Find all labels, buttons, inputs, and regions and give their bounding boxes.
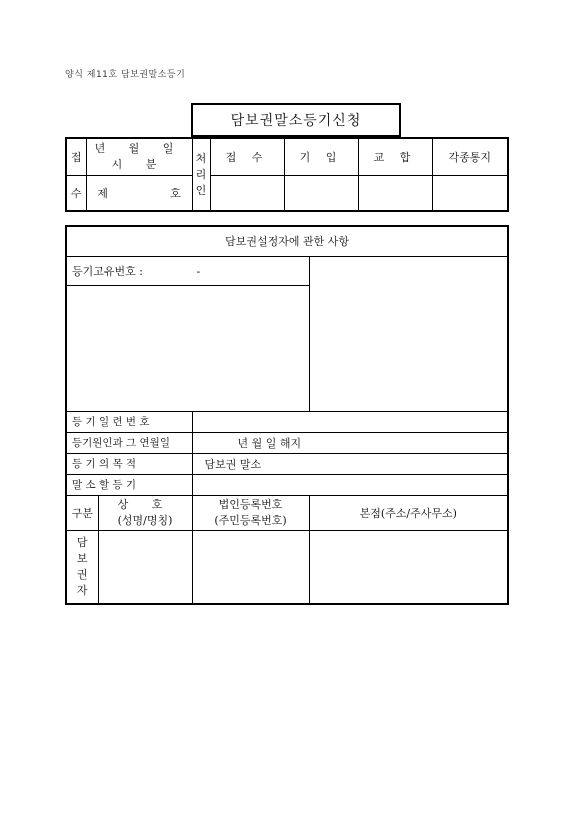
holder-char-1: 담 — [76, 535, 88, 549]
holder-corp-line-2: (주민등록번호) — [214, 513, 287, 527]
receipt-number-cell — [86, 175, 192, 211]
section-header: 담보권설정자에 관한 사항 — [66, 226, 508, 256]
registration-blank-right — [309, 256, 508, 411]
application-table — [65, 225, 509, 605]
holder-hq-input[interactable] — [309, 530, 508, 604]
notice-input[interactable] — [432, 175, 508, 211]
form-number-label: 양식 제11호 담보권말소등기 — [65, 70, 186, 80]
registration-id-cell[interactable] — [66, 256, 309, 285]
receipt-su-text: 수 — [70, 186, 82, 200]
purpose-value[interactable]: 담보권 말소 — [192, 453, 508, 474]
header-giip: 기 입 — [284, 138, 358, 175]
processor-cell — [192, 138, 210, 211]
registration-id-value: - — [196, 264, 201, 278]
header-notice: 각종통지 — [432, 138, 508, 175]
processor-char-2: 리 — [195, 167, 207, 181]
registration-id-label: 등기고유번호 : — [72, 264, 143, 278]
receipt-datetime-cell — [86, 138, 192, 175]
cause-date-value[interactable]: 년 월 일 해지 — [192, 432, 508, 453]
receipt-su-cell — [66, 175, 86, 211]
purpose-label: 등 기 의 목 적 — [66, 453, 192, 474]
header-gyohap: 교 합 — [358, 138, 432, 175]
receipt-je: 제 — [97, 186, 108, 200]
holder-gubun-header: 구분 — [66, 495, 98, 530]
receipt-time-line: 시 분 — [111, 157, 167, 171]
cause-date-label: 등기원인과 그 연월일 — [66, 432, 192, 453]
holder-char-3: 권 — [76, 567, 88, 581]
serial-number-label: 등 기 일 련 번 호 — [66, 411, 192, 432]
setter-details-area[interactable] — [66, 285, 309, 411]
serial-number-input[interactable] — [192, 411, 508, 432]
holder-label-vertical — [66, 530, 98, 604]
receipt-jeop-cell — [66, 138, 86, 175]
holder-corp-number-header — [192, 495, 309, 530]
holder-char-4: 자 — [76, 583, 88, 597]
holder-char-2: 보 — [76, 551, 88, 565]
giip-input[interactable] — [284, 175, 358, 211]
cancel-registration-label: 말 소 할 등 기 — [66, 474, 192, 495]
holder-hq-header: 본점(주소/주사무소) — [309, 495, 508, 530]
holder-corp-line-1: 법인등록번호 — [218, 497, 283, 511]
receipt-date-line: 년 월 일 — [94, 141, 184, 155]
holder-trade-line-2: (성명/명칭) — [117, 513, 173, 527]
receipt-jeop-text: 접 — [70, 150, 82, 164]
gyohap-input[interactable] — [358, 175, 432, 211]
cancel-registration-input[interactable] — [192, 474, 508, 495]
holder-trade-name-header — [98, 495, 192, 530]
holder-trade-input[interactable] — [98, 530, 192, 604]
header-jeopsu: 접 수 — [210, 138, 284, 175]
receipt-ho: 호 — [170, 186, 181, 200]
processor-char-3: 인 — [195, 183, 207, 197]
form-title: 담보권말소등기신청 — [191, 103, 401, 137]
receipt-table — [65, 137, 509, 212]
holder-trade-line-1: 상 호 — [117, 497, 173, 511]
holder-corp-input[interactable] — [192, 530, 309, 604]
processor-char-1: 처 — [195, 151, 207, 165]
jeopsu-input[interactable] — [210, 175, 284, 211]
